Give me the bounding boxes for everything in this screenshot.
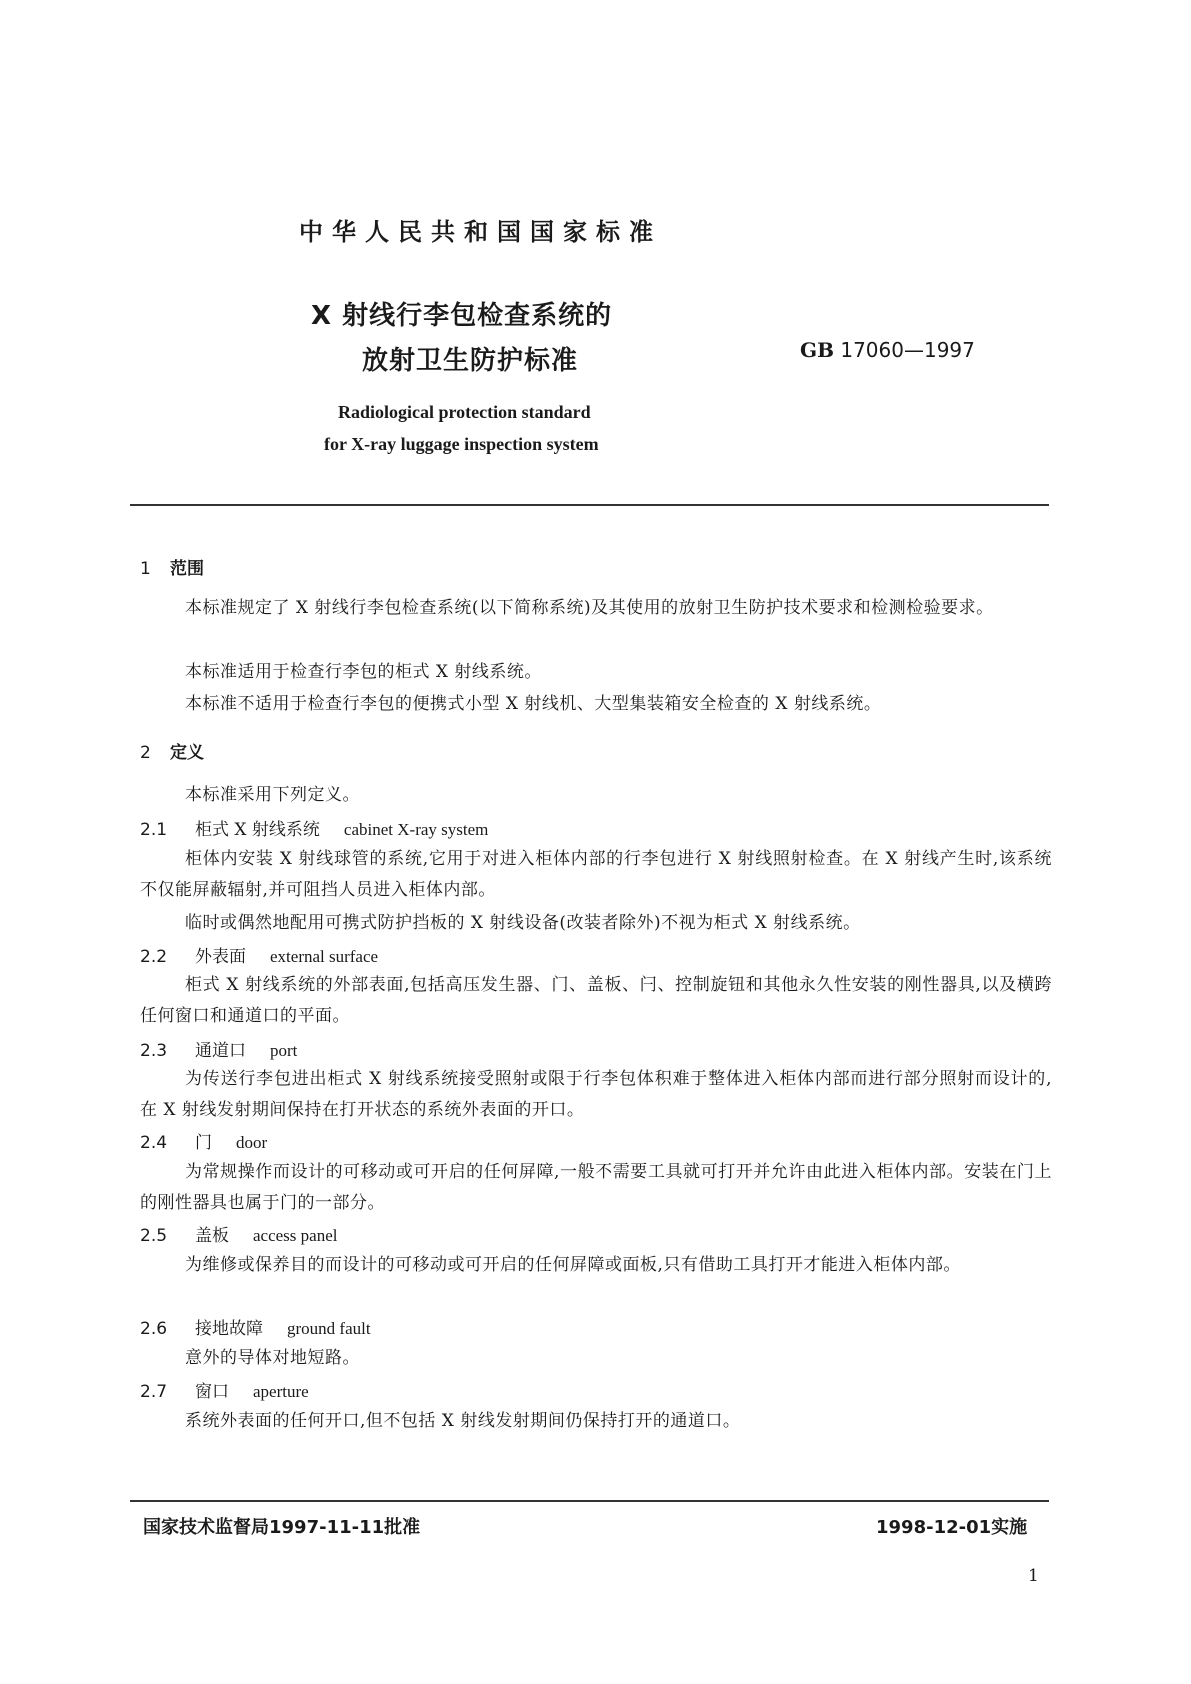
definition-number: 2.6 (140, 1319, 168, 1339)
definition-cn: 柜式 X 射线系统 (195, 820, 320, 840)
definition-term (140, 1036, 297, 1061)
section-number: 1 (140, 559, 151, 579)
paragraph: 柜式 X 射线系统的外部表面,包括高压发生器、门、盖板、闩、控制旋钮和其他永久性安装的刚性器具,以及横跨任何窗口和通道口的平面。 (140, 975, 1052, 1026)
definition-number: 2.3 (140, 1041, 168, 1061)
section-title: 范围 (170, 559, 204, 579)
definition-number: 2.1 (140, 820, 168, 840)
paragraph: 为维修或保养目的而设计的可移动或可开启的任何屏障或面板,只有借助工具打开才能进入柜体内部。 (185, 1255, 961, 1275)
paragraph: 为常规操作而设计的可移动或可开启的任何屏障,一般不需要工具就可打开并允许由此进入柜体内部。安装在门上的刚性器具也属于门的一部分。 (140, 1162, 1052, 1213)
standard-header: 中华人民共和国国家标准 (299, 218, 662, 246)
english-title-line-1: Radiological protection standard (338, 402, 591, 422)
code-number: 17060—1997 (840, 338, 975, 362)
definition-cn: 外表面 (195, 947, 246, 967)
title-line-1: X 射线行李包检查系统的 (311, 301, 613, 331)
definition-en: aperture (253, 1382, 309, 1401)
definition-cn: 窗口 (195, 1382, 229, 1402)
section-1-heading (140, 554, 204, 579)
definition-term (140, 1128, 267, 1153)
definition-cn: 接地故障 (195, 1319, 263, 1339)
definition-en: ground fault (287, 1319, 371, 1338)
paragraph: 为传送行李包进出柜式 X 射线系统接受照射或限于行李包体积难于整体进入柜体内部而进行部分照射而设计的,在 X 射线发射期间保持在打开状态的系统外表面的开口。 (140, 1069, 1052, 1120)
definition-cn: 门 (195, 1133, 212, 1153)
definition-term (140, 1221, 337, 1246)
definition-number: 2.7 (140, 1382, 168, 1402)
definition-en: port (270, 1041, 298, 1060)
paragraph: 本标准规定了 X 射线行李包检查系统(以下简称系统)及其使用的放射卫生防护技术要求和检测检验要求。 (185, 598, 994, 618)
effective-date: 1998-12-01实施 (876, 1517, 1028, 1538)
paragraph: 本标准适用于检查行李包的柜式 X 射线系统。 (185, 662, 542, 682)
paragraph: 临时或偶然地配用可携式防护挡板的 X 射线设备(改装者除外)不视为柜式 X 射线系统。 (185, 913, 861, 933)
definition-number: 2.5 (140, 1226, 168, 1246)
paragraph: 本标准不适用于检查行李包的便携式小型 X 射线机、大型集装箱安全检查的 X 射线系统。 (185, 694, 882, 714)
definition-en: external surface (270, 947, 379, 966)
section-number: 2 (140, 743, 151, 763)
section-title: 定义 (170, 743, 204, 763)
standard-code (800, 338, 975, 362)
definition-cn: 通道口 (195, 1041, 246, 1061)
top-divider (130, 504, 1049, 506)
definition-number: 2.2 (140, 947, 168, 967)
paragraph: 意外的导体对地短路。 (185, 1348, 360, 1368)
definition-en: cabinet X-ray system (343, 820, 489, 839)
code-prefix: GB (800, 338, 834, 362)
approval-date: 国家技术监督局1997-11-11批准 (143, 1517, 421, 1538)
definition-term (140, 815, 488, 840)
definition-cn: 盖板 (195, 1226, 229, 1246)
page-number: 1 (1028, 1566, 1039, 1586)
definition-term (140, 1314, 371, 1339)
english-title-line-2: for X-ray luggage inspection system (324, 434, 599, 454)
definition-term (140, 942, 378, 967)
title-line-2: 放射卫生防护标准 (362, 346, 579, 376)
definition-term (140, 1377, 309, 1402)
definition-en: door (236, 1133, 268, 1152)
section-2-heading (140, 738, 204, 763)
paragraph: 本标准采用下列定义。 (185, 785, 360, 805)
bottom-divider (130, 1500, 1049, 1502)
definition-number: 2.4 (140, 1133, 168, 1153)
paragraph: 系统外表面的任何开口,但不包括 X 射线发射期间仍保持打开的通道口。 (185, 1411, 741, 1431)
definition-en: access panel (253, 1226, 338, 1245)
paragraph: 柜体内安装 X 射线球管的系统,它用于对进入柜体内部的行李包进行 X 射线照射检查。在 X 射线产生时,该系统不仅能屏蔽辐射,并可阻挡人员进入柜体内部。 (140, 849, 1052, 900)
